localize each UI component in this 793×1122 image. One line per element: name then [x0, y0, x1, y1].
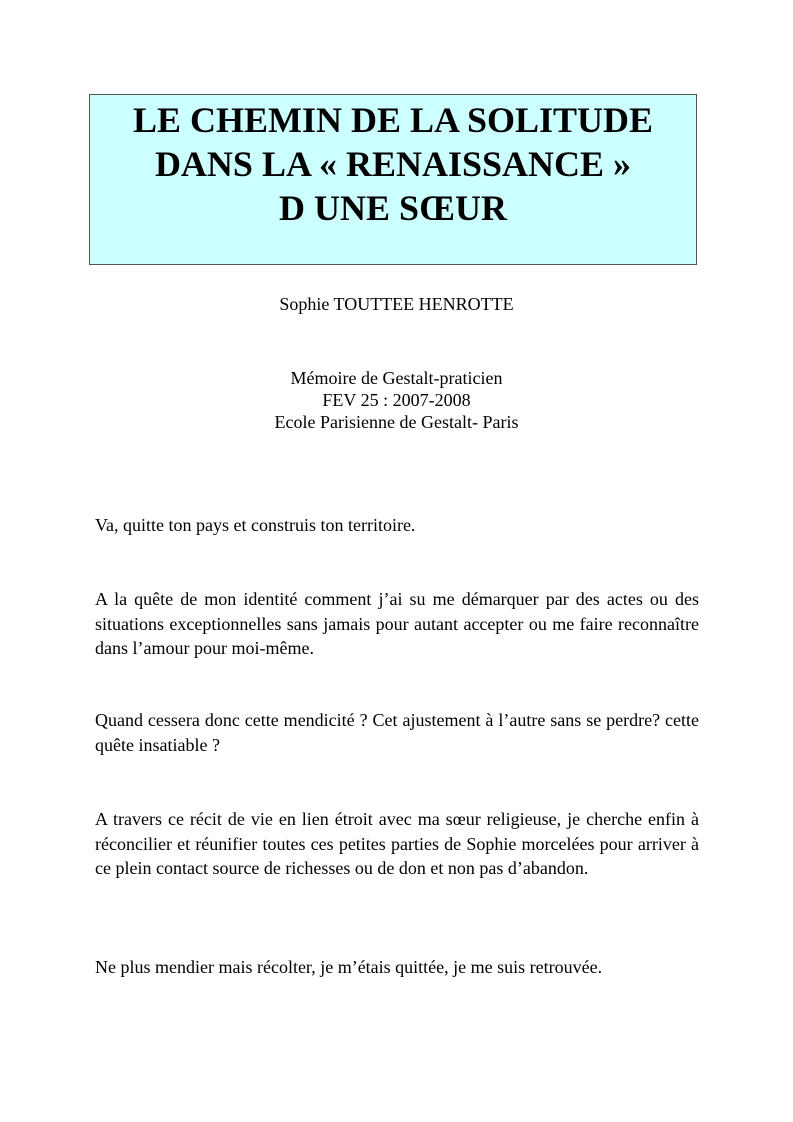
title-line-2: DANS LA « RENAISSANCE » — [154, 144, 632, 184]
cohort-line: FEV 25 : 2007-2008 — [322, 390, 471, 410]
paragraph-1: Va, quitte ton pays et construis ton territoire. — [95, 515, 416, 535]
document-title — [90, 95, 696, 230]
paragraph-5: Ne plus mendier mais récolter, je m’étais quittée, je me suis retrouvée. — [95, 957, 603, 977]
school-line: Ecole Parisienne de Gestalt- Paris — [274, 412, 519, 432]
paragraph-3: Quand cessera donc cette mendicité ? Cet ajustement à l’autre sans se perdre? cette quête insatiable ? — [95, 710, 699, 755]
title-line-1: LE CHEMIN DE LA SOLITUDE — [132, 100, 654, 140]
paragraph-2: A la quête de mon identité comment j’ai su me démarquer par des actes ou des situations exceptionnelles sans jamais pour autant accepter ou me faire reconnaître dans l’amour pour moi-même. — [95, 589, 699, 658]
title-line-3: D UNE SŒUR — [278, 188, 508, 228]
author-name: Sophie TOUTTEE HENROTTE — [279, 294, 514, 314]
document-meta — [0, 367, 793, 433]
title-box — [89, 94, 697, 265]
paragraph-4: A travers ce récit de vie en lien étroit avec ma sœur religieuse, je cherche enfin à réconcilier et réunifier toutes ces petites parties de Sophie morcelées pour arriver à ce plein contact source de richesses ou de don et non pas d’abandon. — [95, 809, 699, 878]
document-type: Mémoire de Gestalt-praticien — [290, 368, 503, 388]
